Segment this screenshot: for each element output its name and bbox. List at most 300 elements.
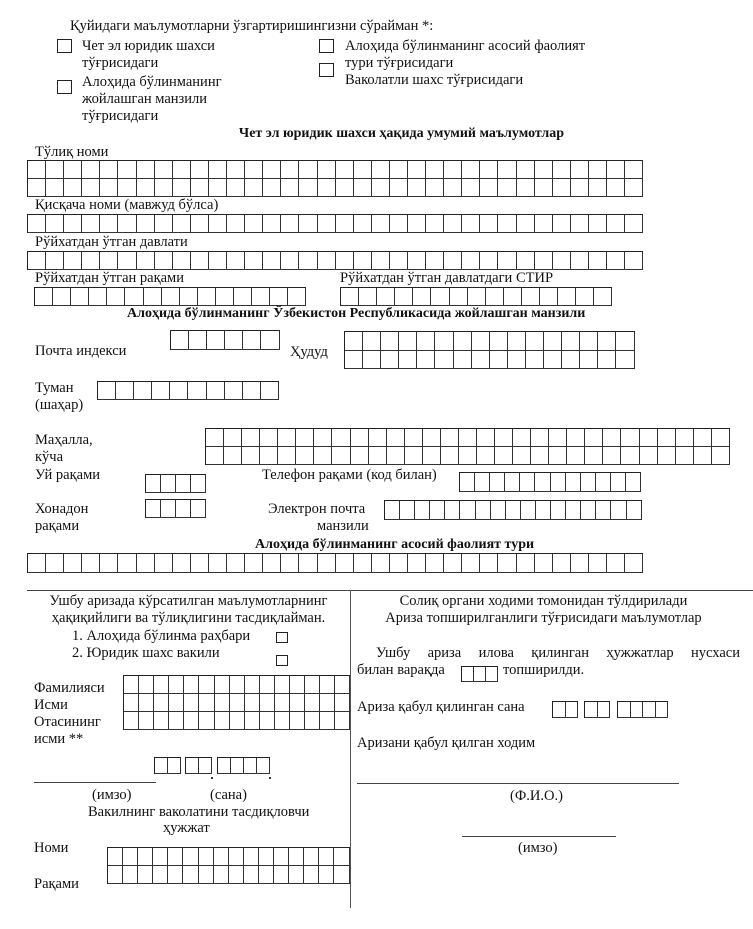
input-cell[interactable] — [53, 288, 71, 306]
input-cell[interactable] — [230, 676, 245, 694]
input-cell[interactable] — [275, 712, 290, 730]
input-cell[interactable] — [395, 288, 413, 306]
input-cell[interactable] — [631, 702, 644, 718]
input-cell[interactable] — [625, 252, 643, 270]
input-cell[interactable] — [435, 351, 453, 370]
input-cell[interactable] — [252, 288, 270, 306]
input-cell[interactable] — [138, 866, 153, 884]
checkbox-activity-type[interactable] — [319, 39, 334, 53]
input-cell[interactable] — [522, 288, 540, 306]
input-cell[interactable] — [535, 215, 553, 233]
input-cell[interactable] — [318, 161, 336, 179]
input-cell[interactable] — [426, 252, 444, 270]
input-cell[interactable] — [513, 447, 531, 465]
input-cell[interactable] — [89, 288, 107, 306]
input-cell[interactable] — [260, 694, 275, 712]
input-cell[interactable] — [712, 447, 730, 465]
input-cell[interactable] — [118, 179, 136, 197]
input-cell[interactable] — [169, 712, 184, 730]
input-cell[interactable] — [585, 702, 598, 718]
input-cell[interactable] — [472, 351, 490, 370]
activity-grid[interactable] — [27, 553, 643, 573]
input-cell[interactable] — [625, 215, 643, 233]
input-cell[interactable] — [180, 288, 198, 306]
input-cell[interactable] — [335, 676, 350, 694]
input-cell[interactable] — [153, 866, 168, 884]
input-cell[interactable] — [229, 866, 244, 884]
input-cell[interactable] — [558, 288, 576, 306]
input-cell[interactable] — [462, 215, 480, 233]
input-cell[interactable] — [334, 866, 349, 884]
input-cell[interactable] — [480, 179, 498, 197]
input-cell[interactable] — [387, 447, 405, 465]
input-cell[interactable] — [314, 447, 332, 465]
input-cell[interactable] — [430, 501, 445, 520]
input-cell[interactable] — [176, 475, 191, 493]
input-cell[interactable] — [244, 866, 259, 884]
input-cell[interactable] — [498, 215, 516, 233]
input-cell[interactable] — [118, 252, 136, 270]
input-cell[interactable] — [173, 179, 191, 197]
input-cell[interactable] — [490, 473, 505, 492]
input-cell[interactable] — [225, 382, 243, 400]
input-cell[interactable] — [64, 179, 82, 197]
postal-grid[interactable] — [170, 330, 280, 350]
input-cell[interactable] — [417, 351, 435, 370]
input-cell[interactable] — [596, 473, 611, 492]
input-cell[interactable] — [621, 429, 639, 447]
input-cell[interactable] — [46, 179, 64, 197]
input-cell[interactable] — [137, 161, 155, 179]
input-cell[interactable] — [234, 288, 252, 306]
input-cell[interactable] — [553, 179, 571, 197]
full-name-grid[interactable] — [27, 160, 643, 197]
input-cell[interactable] — [137, 179, 155, 197]
input-cell[interactable] — [289, 866, 304, 884]
input-cell[interactable] — [206, 429, 224, 447]
input-cell[interactable] — [274, 866, 289, 884]
input-cell[interactable] — [227, 554, 245, 573]
person-name-grid[interactable] — [123, 675, 350, 730]
input-cell[interactable] — [274, 848, 289, 866]
input-cell[interactable] — [290, 676, 305, 694]
input-cell[interactable] — [354, 179, 372, 197]
input-cell[interactable] — [567, 447, 585, 465]
input-cell[interactable] — [154, 712, 169, 730]
input-cell[interactable] — [694, 429, 712, 447]
input-cell[interactable] — [441, 429, 459, 447]
input-cell[interactable] — [603, 429, 621, 447]
input-cell[interactable] — [372, 252, 390, 270]
input-cell[interactable] — [506, 501, 521, 520]
input-cell[interactable] — [243, 331, 261, 350]
input-cell[interactable] — [618, 702, 631, 718]
input-cell[interactable] — [218, 758, 231, 774]
input-cell[interactable] — [299, 179, 317, 197]
input-cell[interactable] — [566, 473, 581, 492]
input-cell[interactable] — [341, 288, 359, 306]
input-cell[interactable] — [399, 332, 417, 351]
sign-date-day[interactable] — [154, 757, 181, 774]
input-cell[interactable] — [369, 447, 387, 465]
input-cell[interactable] — [625, 554, 643, 573]
reg-number-grid[interactable] — [34, 287, 306, 306]
input-cell[interactable] — [589, 252, 607, 270]
input-cell[interactable] — [712, 429, 730, 447]
input-cell[interactable] — [184, 712, 199, 730]
input-cell[interactable] — [658, 429, 676, 447]
input-cell[interactable] — [231, 758, 244, 774]
input-cell[interactable] — [417, 332, 435, 351]
input-cell[interactable] — [408, 554, 426, 573]
input-cell[interactable] — [454, 332, 472, 351]
input-cell[interactable] — [154, 694, 169, 712]
input-cell[interactable] — [245, 161, 263, 179]
input-cell[interactable] — [206, 447, 224, 465]
input-cell[interactable] — [171, 331, 189, 350]
input-cell[interactable] — [35, 288, 53, 306]
checkbox-branch-address[interactable] — [57, 80, 72, 94]
input-cell[interactable] — [426, 215, 444, 233]
input-cell[interactable] — [589, 179, 607, 197]
input-cell[interactable] — [480, 161, 498, 179]
input-cell[interactable] — [64, 554, 82, 573]
input-cell[interactable] — [155, 758, 168, 774]
checkbox-authorized-person[interactable] — [319, 63, 334, 77]
input-cell[interactable] — [535, 554, 553, 573]
input-cell[interactable] — [227, 179, 245, 197]
input-cell[interactable] — [82, 179, 100, 197]
input-cell[interactable] — [354, 554, 372, 573]
input-cell[interactable] — [408, 252, 426, 270]
accepted-date-year[interactable] — [617, 701, 668, 718]
input-cell[interactable] — [118, 161, 136, 179]
input-cell[interactable] — [139, 676, 154, 694]
input-cell[interactable] — [462, 554, 480, 573]
input-cell[interactable] — [259, 866, 274, 884]
input-cell[interactable] — [596, 501, 611, 520]
input-cell[interactable] — [299, 252, 317, 270]
input-cell[interactable] — [445, 501, 460, 520]
input-cell[interactable] — [173, 161, 191, 179]
input-cell[interactable] — [363, 351, 381, 370]
sign-date-year[interactable] — [217, 757, 270, 774]
input-cell[interactable] — [319, 848, 334, 866]
input-cell[interactable] — [562, 332, 580, 351]
input-cell[interactable] — [335, 712, 350, 730]
input-cell[interactable] — [694, 447, 712, 465]
input-cell[interactable] — [191, 161, 209, 179]
input-cell[interactable] — [390, 179, 408, 197]
input-cell[interactable] — [199, 848, 214, 866]
input-cell[interactable] — [191, 179, 209, 197]
input-cell[interactable] — [372, 215, 390, 233]
input-cell[interactable] — [531, 447, 549, 465]
input-cell[interactable] — [270, 288, 288, 306]
input-cell[interactable] — [640, 429, 658, 447]
input-cell[interactable] — [643, 702, 656, 718]
input-cell[interactable] — [544, 332, 562, 351]
input-cell[interactable] — [472, 332, 490, 351]
input-cell[interactable] — [580, 351, 598, 370]
input-cell[interactable] — [82, 554, 100, 573]
input-cell[interactable] — [381, 332, 399, 351]
input-cell[interactable] — [245, 712, 260, 730]
input-cell[interactable] — [168, 848, 183, 866]
input-cell[interactable] — [209, 554, 227, 573]
input-cell[interactable] — [566, 501, 581, 520]
input-cell[interactable] — [372, 179, 390, 197]
input-cell[interactable] — [305, 712, 320, 730]
input-cell[interactable] — [215, 694, 230, 712]
input-cell[interactable] — [123, 866, 138, 884]
input-cell[interactable] — [260, 447, 278, 465]
input-cell[interactable] — [98, 382, 116, 400]
input-cell[interactable] — [531, 429, 549, 447]
input-cell[interactable] — [296, 447, 314, 465]
input-cell[interactable] — [108, 848, 123, 866]
input-cell[interactable] — [462, 179, 480, 197]
input-cell[interactable] — [372, 161, 390, 179]
input-cell[interactable] — [263, 161, 281, 179]
input-cell[interactable] — [498, 161, 516, 179]
input-cell[interactable] — [426, 161, 444, 179]
input-cell[interactable] — [585, 447, 603, 465]
input-cell[interactable] — [520, 473, 535, 492]
input-cell[interactable] — [152, 382, 170, 400]
input-cell[interactable] — [118, 554, 136, 573]
input-cell[interactable] — [336, 554, 354, 573]
input-cell[interactable] — [229, 848, 244, 866]
input-cell[interactable] — [369, 429, 387, 447]
input-cell[interactable] — [296, 429, 314, 447]
input-cell[interactable] — [535, 473, 550, 492]
input-cell[interactable] — [314, 429, 332, 447]
input-cell[interactable] — [320, 676, 335, 694]
input-cell[interactable] — [304, 866, 319, 884]
input-cell[interactable] — [242, 447, 260, 465]
input-cell[interactable] — [82, 215, 100, 233]
input-cell[interactable] — [305, 694, 320, 712]
input-cell[interactable] — [46, 215, 64, 233]
email-grid[interactable] — [384, 500, 642, 520]
input-cell[interactable] — [491, 501, 506, 520]
input-cell[interactable] — [607, 215, 625, 233]
input-cell[interactable] — [474, 667, 486, 682]
input-cell[interactable] — [431, 288, 449, 306]
input-cell[interactable] — [521, 501, 536, 520]
input-cell[interactable] — [345, 332, 363, 351]
checkbox-branch-head[interactable] — [276, 632, 288, 643]
input-cell[interactable] — [460, 473, 475, 492]
input-cell[interactable] — [571, 179, 589, 197]
stir-grid[interactable] — [340, 287, 612, 306]
input-cell[interactable] — [359, 288, 377, 306]
input-cell[interactable] — [199, 866, 214, 884]
input-cell[interactable] — [305, 676, 320, 694]
input-cell[interactable] — [616, 332, 634, 351]
input-cell[interactable] — [161, 475, 176, 493]
input-cell[interactable] — [553, 702, 566, 718]
input-cell[interactable] — [134, 382, 152, 400]
input-cell[interactable] — [475, 473, 490, 492]
input-cell[interactable] — [544, 351, 562, 370]
input-cell[interactable] — [526, 332, 544, 351]
input-cell[interactable] — [124, 676, 139, 694]
input-cell[interactable] — [571, 161, 589, 179]
input-cell[interactable] — [299, 215, 317, 233]
input-cell[interactable] — [400, 501, 415, 520]
input-cell[interactable] — [257, 758, 270, 774]
input-cell[interactable] — [385, 501, 400, 520]
input-cell[interactable] — [399, 351, 417, 370]
input-cell[interactable] — [318, 554, 336, 573]
input-cell[interactable] — [567, 429, 585, 447]
input-cell[interactable] — [336, 179, 354, 197]
input-cell[interactable] — [658, 447, 676, 465]
input-cell[interactable] — [477, 429, 495, 447]
input-cell[interactable] — [332, 429, 350, 447]
input-cell[interactable] — [495, 429, 513, 447]
input-cell[interactable] — [107, 288, 125, 306]
input-cell[interactable] — [571, 215, 589, 233]
input-cell[interactable] — [551, 501, 566, 520]
input-cell[interactable] — [125, 288, 143, 306]
region-grid[interactable] — [344, 331, 635, 369]
input-cell[interactable] — [336, 161, 354, 179]
input-cell[interactable] — [390, 554, 408, 573]
input-cell[interactable] — [275, 694, 290, 712]
input-cell[interactable] — [607, 179, 625, 197]
input-cell[interactable] — [513, 429, 531, 447]
input-cell[interactable] — [405, 429, 423, 447]
input-cell[interactable] — [486, 288, 504, 306]
input-cell[interactable] — [139, 694, 154, 712]
input-cell[interactable] — [28, 215, 46, 233]
input-cell[interactable] — [354, 215, 372, 233]
input-cell[interactable] — [116, 382, 134, 400]
input-cell[interactable] — [408, 215, 426, 233]
short-name-grid[interactable] — [27, 214, 643, 233]
input-cell[interactable] — [621, 447, 639, 465]
input-cell[interactable] — [459, 429, 477, 447]
street-grid[interactable] — [205, 428, 730, 465]
input-cell[interactable] — [498, 252, 516, 270]
input-cell[interactable] — [676, 429, 694, 447]
input-cell[interactable] — [263, 252, 281, 270]
input-cell[interactable] — [495, 447, 513, 465]
input-cell[interactable] — [146, 475, 161, 493]
input-cell[interactable] — [224, 447, 242, 465]
input-cell[interactable] — [381, 351, 399, 370]
input-cell[interactable] — [508, 332, 526, 351]
input-cell[interactable] — [100, 179, 118, 197]
input-cell[interactable] — [486, 667, 498, 682]
input-cell[interactable] — [607, 554, 625, 573]
input-cell[interactable] — [207, 331, 225, 350]
input-cell[interactable] — [244, 848, 259, 866]
input-cell[interactable] — [480, 215, 498, 233]
input-cell[interactable] — [372, 554, 390, 573]
input-cell[interactable] — [245, 554, 263, 573]
input-cell[interactable] — [207, 382, 225, 400]
input-cell[interactable] — [281, 161, 299, 179]
input-cell[interactable] — [169, 676, 184, 694]
country-grid[interactable] — [27, 251, 643, 270]
input-cell[interactable] — [245, 252, 263, 270]
input-cell[interactable] — [441, 447, 459, 465]
input-cell[interactable] — [415, 501, 430, 520]
input-cell[interactable] — [580, 332, 598, 351]
input-cell[interactable] — [426, 179, 444, 197]
input-cell[interactable] — [199, 694, 214, 712]
input-cell[interactable] — [318, 179, 336, 197]
input-cell[interactable] — [137, 215, 155, 233]
input-cell[interactable] — [162, 288, 180, 306]
input-cell[interactable] — [168, 758, 181, 774]
input-cell[interactable] — [535, 252, 553, 270]
input-cell[interactable] — [405, 447, 423, 465]
input-cell[interactable] — [186, 758, 199, 774]
input-cell[interactable] — [594, 288, 612, 306]
input-cell[interactable] — [168, 866, 183, 884]
input-cell[interactable] — [245, 694, 260, 712]
input-cell[interactable] — [490, 332, 508, 351]
input-cell[interactable] — [444, 252, 462, 270]
input-cell[interactable] — [199, 676, 214, 694]
input-cell[interactable] — [526, 351, 544, 370]
input-cell[interactable] — [290, 694, 305, 712]
input-cell[interactable] — [64, 215, 82, 233]
input-cell[interactable] — [118, 215, 136, 233]
input-cell[interactable] — [304, 848, 319, 866]
input-cell[interactable] — [198, 288, 216, 306]
input-cell[interactable] — [278, 447, 296, 465]
input-cell[interactable] — [351, 447, 369, 465]
input-cell[interactable] — [137, 554, 155, 573]
district-grid[interactable] — [97, 381, 279, 400]
input-cell[interactable] — [154, 676, 169, 694]
input-cell[interactable] — [183, 866, 198, 884]
input-cell[interactable] — [299, 554, 317, 573]
input-cell[interactable] — [100, 215, 118, 233]
input-cell[interactable] — [335, 694, 350, 712]
input-cell[interactable] — [332, 447, 350, 465]
input-cell[interactable] — [46, 252, 64, 270]
input-cell[interactable] — [170, 382, 188, 400]
input-cell[interactable] — [139, 712, 154, 730]
input-cell[interactable] — [263, 179, 281, 197]
input-cell[interactable] — [450, 288, 468, 306]
input-cell[interactable] — [191, 215, 209, 233]
input-cell[interactable] — [611, 473, 626, 492]
input-cell[interactable] — [28, 554, 46, 573]
input-cell[interactable] — [351, 429, 369, 447]
input-cell[interactable] — [188, 382, 206, 400]
input-cell[interactable] — [173, 554, 191, 573]
input-cell[interactable] — [551, 473, 566, 492]
input-cell[interactable] — [517, 252, 535, 270]
input-cell[interactable] — [224, 429, 242, 447]
input-cell[interactable] — [468, 288, 486, 306]
input-cell[interactable] — [656, 702, 669, 718]
input-cell[interactable] — [281, 252, 299, 270]
input-cell[interactable] — [209, 179, 227, 197]
input-cell[interactable] — [676, 447, 694, 465]
input-cell[interactable] — [144, 288, 162, 306]
input-cell[interactable] — [260, 712, 275, 730]
input-cell[interactable] — [413, 288, 431, 306]
